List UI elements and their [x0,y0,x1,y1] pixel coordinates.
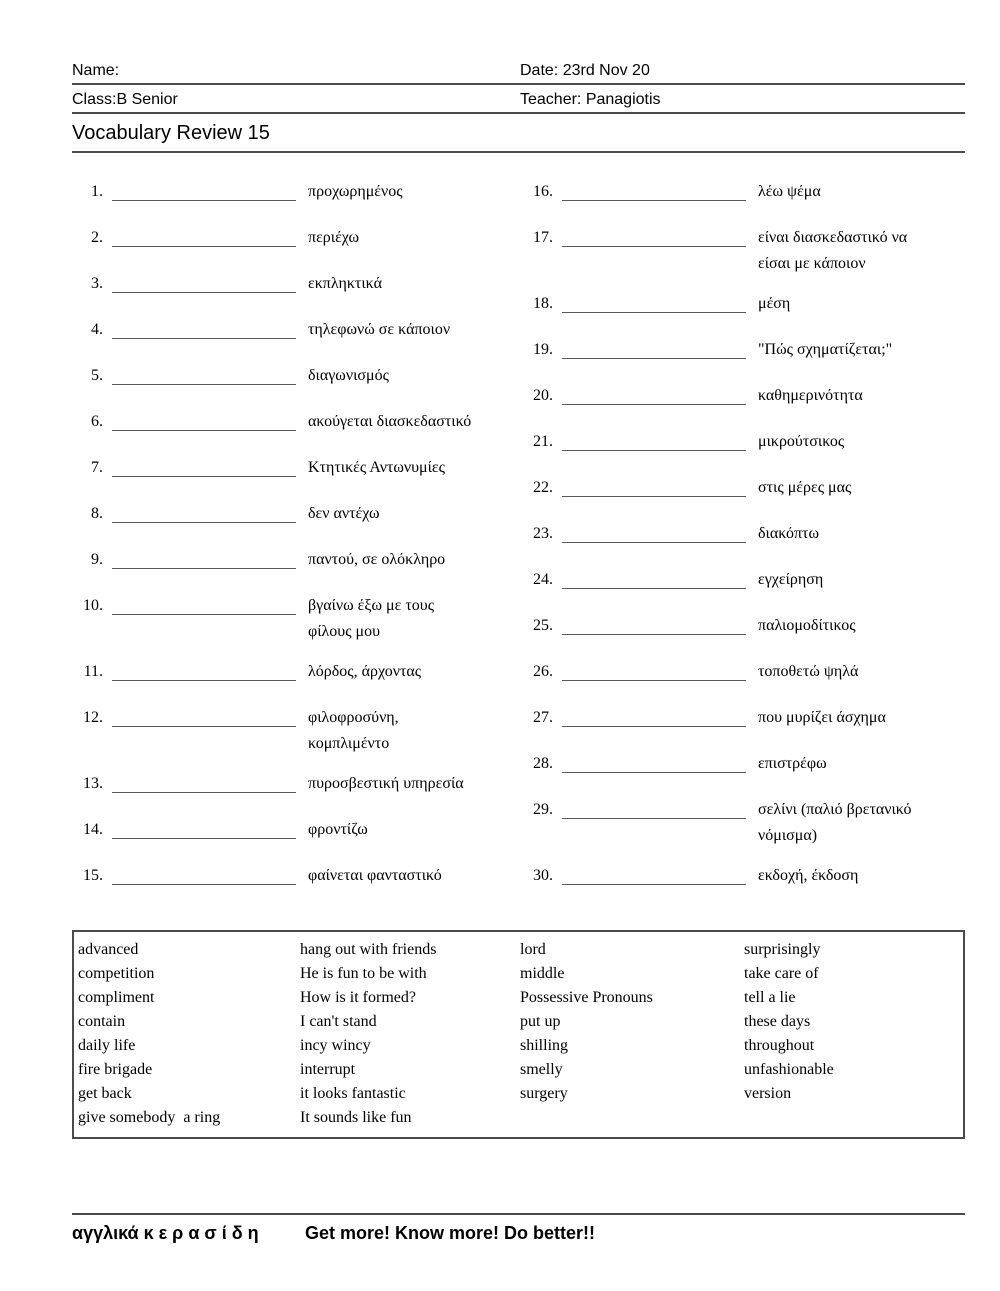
word-bank-entry: compliment [78,989,155,1006]
greek-gloss-line: εγχείρηση [758,571,824,588]
vocab-item [72,409,522,435]
word-bank-entry: it looks fantastic [300,1085,406,1102]
vocab-item [522,751,965,777]
greek-gloss [758,567,823,593]
answer-blank[interactable] [112,409,296,431]
brand-text: αγγλικά κ ε ρ α σ ί δ η [72,1223,259,1243]
item-number: 9. [91,551,103,568]
vocab-item [72,363,522,389]
greek-gloss-line: ακούγεται διασκεδαστικό [308,413,472,430]
vocab-item [522,613,965,639]
vocab-item [72,179,522,205]
greek-gloss [308,547,445,573]
greek-gloss [308,863,442,889]
greek-gloss-line: διακόπτω [758,525,819,542]
greek-gloss [758,475,851,501]
answer-blank[interactable] [562,567,746,589]
word-bank-entry: hang out with friends [300,941,437,958]
word-bank-column [520,938,744,1130]
word-bank-entry: tell a lie [744,989,796,1006]
greek-gloss [758,291,790,317]
answer-blank[interactable] [112,501,296,523]
greek-gloss [758,797,912,849]
greek-gloss-line: μέση [758,295,791,312]
greek-gloss [758,521,819,547]
vocab-item [72,225,522,251]
word-bank-entry: contain [78,1013,126,1030]
greek-gloss-line: που μυρίζει άσχημα [758,709,886,726]
vocab-item [522,179,965,205]
greek-gloss-line: παλιομοδίτικος [758,617,856,634]
greek-gloss-line: φιλοφροσύνη, [308,709,399,726]
answer-blank[interactable] [562,797,746,819]
vocab-item [72,659,522,685]
item-number: 22. [533,479,553,496]
word-bank-entry: daily life [78,1037,136,1054]
greek-gloss-line: καθημερινότητα [758,387,863,404]
greek-gloss-line: στις μέρες μας [758,479,852,496]
word-bank-entry: fire brigade [78,1061,153,1078]
item-number: 12. [83,709,103,726]
greek-gloss-line: νόμισμα) [758,827,818,844]
vocab-item [72,705,522,757]
answer-blank[interactable] [562,429,746,451]
vocab-item [522,225,965,277]
word-bank-entry: version [744,1085,792,1102]
word-bank-entry: incy wincy [300,1037,371,1054]
item-number: 24. [533,571,553,588]
answer-blank[interactable] [112,179,296,201]
word-bank-entry: Possessive Pronouns [520,989,653,1006]
item-number: 17. [533,229,553,246]
answer-blank[interactable] [112,363,296,385]
item-number: 15. [83,867,103,884]
word-bank-entry: throughout [744,1037,815,1054]
answer-blank[interactable] [562,863,746,885]
greek-gloss-line: είναι διασκεδαστικό να [758,229,908,246]
vocab-item [522,797,965,849]
word-bank-entry: get back [78,1085,132,1102]
page-title: Vocabulary Review 15 [72,114,965,153]
greek-gloss-line: Κτητικές Αντωνυμίες [308,459,445,476]
answer-blank[interactable] [562,225,746,247]
word-bank-entry: put up [520,1013,561,1030]
greek-gloss [308,659,421,685]
item-number: 26. [533,663,553,680]
item-number: 20. [533,387,553,404]
vocab-item [72,455,522,481]
header-row-class-teacher [72,85,965,114]
greek-gloss [758,179,821,205]
greek-gloss [758,337,892,363]
greek-gloss-line: προχωρημένος [308,183,403,200]
vocab-item [522,659,965,685]
word-bank-entry: take care of [744,965,819,982]
vocab-item [72,771,522,797]
word-bank-entry: interrupt [300,1061,356,1078]
greek-gloss-line: βγαίνω έξω με τους [308,597,435,614]
word-bank-entry: shilling [520,1037,569,1054]
word-bank-entry: middle [520,965,565,982]
greek-gloss [308,817,368,843]
item-number: 27. [533,709,553,726]
vocab-item [522,291,965,317]
footer [72,1213,965,1244]
greek-gloss [758,705,886,731]
teacher-label: Teacher: Panagiotis [520,91,661,108]
item-number: 13. [83,775,103,792]
word-bank-column [744,938,963,1130]
item-number: 3. [91,275,103,292]
answer-blank[interactable] [562,383,746,405]
word-bank-entry: unfashionable [744,1061,834,1078]
item-number: 19. [533,341,553,358]
greek-gloss [308,705,399,757]
answer-blank[interactable] [562,475,746,497]
class-label: Class:B Senior [72,91,178,108]
greek-gloss [758,863,858,889]
name-label: Name: [72,62,120,79]
greek-gloss [308,317,450,343]
item-number: 6. [91,413,103,430]
answer-blank[interactable] [112,863,296,885]
vocab-item [522,429,965,455]
greek-gloss-line: φίλους μου [308,623,381,640]
greek-gloss [308,271,382,297]
item-number: 18. [533,295,553,312]
item-number: 4. [91,321,103,338]
greek-gloss-line: λέω ψέμα [758,183,821,200]
greek-gloss-line: πυροσβεστική υπηρεσία [308,775,464,792]
vocab-item [72,317,522,343]
greek-gloss [758,751,827,777]
word-bank-entry: these days [744,1013,811,1030]
greek-gloss-line: κομπλιμέντο [308,735,390,752]
answer-blank[interactable] [112,771,296,793]
item-number: 14. [83,821,103,838]
vocab-item [72,547,522,573]
greek-gloss [758,225,907,277]
greek-gloss-line: μικρούτσικος [758,433,845,450]
greek-gloss [758,383,863,409]
greek-gloss-line: παντού, σε ολόκληρο [308,551,446,568]
answer-blank[interactable] [562,705,746,727]
vocab-item [522,383,965,409]
item-number: 16. [533,183,553,200]
answer-blank[interactable] [562,613,746,635]
vocab-item [522,521,965,547]
answer-blank[interactable] [562,521,746,543]
greek-gloss-line: επιστρέφω [758,755,827,772]
greek-gloss-line: φροντίζω [308,821,368,838]
answer-blank[interactable] [562,659,746,681]
greek-gloss-line: είσαι με κάποιον [758,255,866,272]
word-bank-column [78,938,300,1130]
word-bank-entry: He is fun to be with [300,965,427,982]
greek-gloss-line: φαίνεται φανταστικό [308,867,442,884]
greek-gloss-line: τοποθετώ ψηλά [758,663,859,680]
vocab-item [522,475,965,501]
answer-blank[interactable] [112,659,296,681]
item-number: 2. [91,229,103,246]
word-bank-entry: How is it formed? [300,989,416,1006]
item-number: 5. [91,367,103,384]
word-bank-column [300,938,520,1130]
item-number: 1. [91,183,103,200]
greek-gloss-line: σελίνι (παλιό βρετανικό [758,801,912,818]
vocab-list-left [72,179,522,909]
greek-gloss [758,659,858,685]
item-number: 8. [91,505,103,522]
answer-blank[interactable] [562,179,746,201]
answer-blank[interactable] [562,751,746,773]
header-row-name-date [72,62,965,85]
answer-blank[interactable] [562,291,746,313]
greek-gloss [308,409,471,435]
answer-blank[interactable] [112,817,296,839]
item-number: 25. [533,617,553,634]
answer-blank[interactable] [112,547,296,569]
vocab-item [522,337,965,363]
word-bank-entry: surgery [520,1085,568,1102]
word-bank-entry: I can't stand [300,1013,377,1030]
vocab-item [72,817,522,843]
vocab-item [72,271,522,297]
vocab-columns [72,179,965,909]
word-bank-entry: competition [78,965,155,982]
vocab-item [522,863,965,889]
greek-gloss-line: περιέχω [308,229,360,246]
vocab-item [522,705,965,731]
vocab-item [522,567,965,593]
greek-gloss-line: εκπληκτικά [308,275,382,292]
vocab-item [72,863,522,889]
greek-gloss-line: λόρδος, άρχοντας [308,663,422,680]
item-number: 21. [533,433,553,450]
greek-gloss-line: διαγωνισμός [308,367,389,384]
word-bank-entry: lord [520,941,546,958]
greek-gloss-line: "Πώς σχηματίζεται;" [758,341,893,358]
item-number: 30. [533,867,553,884]
greek-gloss [308,179,403,205]
word-bank-entry: It sounds like fun [300,1109,412,1126]
greek-gloss [758,613,856,639]
word-bank-entry: smelly [520,1061,563,1078]
item-number: 11. [83,663,103,680]
answer-blank[interactable] [112,271,296,293]
answer-blank[interactable] [112,225,296,247]
word-bank-entry: give somebody a ring [78,1109,221,1126]
greek-gloss [308,593,434,645]
item-number: 29. [533,801,553,818]
greek-gloss [308,501,380,527]
greek-gloss [308,455,445,481]
vocab-item [72,501,522,527]
item-number: 23. [533,525,553,542]
word-bank-entry: surprisingly [744,941,821,958]
word-bank-entry: advanced [78,941,139,958]
greek-gloss [308,363,389,389]
vocab-item [72,593,522,645]
answer-blank[interactable] [112,317,296,339]
motto-text: Get more! Know more! Do better!! [305,1223,596,1243]
answer-blank[interactable] [562,337,746,359]
date-label: Date: 23rd Nov 20 [520,62,650,79]
item-number: 28. [533,755,553,772]
word-bank [72,930,965,1139]
greek-gloss [758,429,844,455]
answer-blank[interactable] [112,705,296,727]
greek-gloss-line: τηλεφωνώ σε κάποιον [308,321,451,338]
greek-gloss-line: δεν αντέχω [308,505,380,522]
greek-gloss [308,225,359,251]
item-number: 7. [91,459,103,476]
vocab-list-right [522,179,965,909]
item-number: 10. [83,597,103,614]
greek-gloss-line: εκδοχή, έκδοση [758,867,859,884]
answer-blank[interactable] [112,593,296,615]
greek-gloss [308,771,464,797]
answer-blank[interactable] [112,455,296,477]
